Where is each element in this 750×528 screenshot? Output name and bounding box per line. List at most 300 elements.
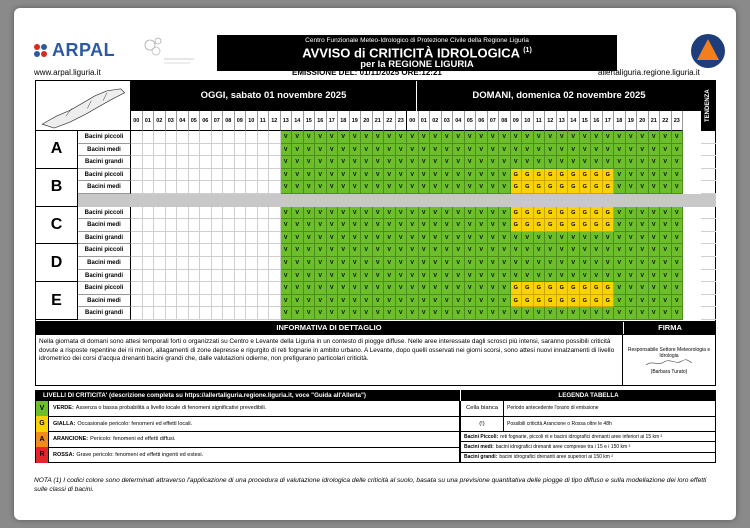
criticality-cell: V — [626, 207, 638, 220]
criticality-cell: V — [534, 257, 546, 270]
criticality-cell: V — [373, 270, 385, 283]
arpal-website-link[interactable]: www.arpal.liguria.it — [34, 68, 101, 77]
criticality-cell: V — [672, 144, 684, 157]
criticality-cell: V — [476, 307, 488, 320]
criticality-row — [131, 131, 683, 144]
criticality-cell: V — [407, 244, 419, 257]
criticality-cell: V — [626, 181, 638, 194]
grey-separator-row — [78, 194, 716, 207]
criticality-cell — [223, 144, 235, 157]
criticality-cell: V — [304, 144, 316, 157]
criticality-cell — [246, 156, 258, 169]
criticality-cell — [131, 244, 143, 257]
criticality-cell: V — [315, 169, 327, 182]
criticality-cell — [166, 270, 178, 283]
criticality-cell — [223, 219, 235, 232]
criticality-cell — [258, 270, 270, 283]
criticality-cell: G — [522, 295, 534, 308]
criticality-cell — [154, 156, 166, 169]
criticality-cell: V — [304, 257, 316, 270]
criticality-cell: V — [292, 232, 304, 245]
criticality-cell — [189, 244, 201, 257]
level-name: GIALLA: — [53, 420, 76, 427]
hour-label: 05 — [465, 111, 477, 131]
criticality-cell — [258, 181, 270, 194]
criticality-cell: V — [442, 282, 454, 295]
criticality-cell: V — [637, 270, 649, 283]
hour-label: 03 — [442, 111, 454, 131]
criticality-cell: V — [373, 295, 385, 308]
criticality-cell: V — [626, 307, 638, 320]
criticality-cell: V — [361, 232, 373, 245]
criticality-cell: V — [511, 307, 523, 320]
criticality-cell — [246, 144, 258, 157]
criticality-cell — [189, 307, 201, 320]
criticality-cell — [143, 169, 155, 182]
criticality-cell — [246, 169, 258, 182]
criticality-cell: V — [281, 307, 293, 320]
criticality-cell — [258, 307, 270, 320]
criticality-cell: V — [430, 270, 442, 283]
criticality-cell: V — [511, 131, 523, 144]
criticality-cell: V — [384, 295, 396, 308]
criticality-cell — [200, 169, 212, 182]
criticality-cell: V — [534, 144, 546, 157]
criticality-cell: V — [522, 232, 534, 245]
criticality-row — [131, 232, 683, 245]
criticality-cell: V — [350, 232, 362, 245]
criticality-cell: V — [407, 219, 419, 232]
criticality-cell: V — [327, 232, 339, 245]
criticality-cell: V — [361, 207, 373, 220]
level-row — [35, 401, 460, 417]
basin-label: Bacini medi — [78, 295, 131, 308]
criticality-cell: V — [649, 131, 661, 144]
criticality-cell: V — [637, 169, 649, 182]
criticality-cell: V — [614, 270, 626, 283]
criticality-cell — [258, 232, 270, 245]
criticality-cell: V — [419, 169, 431, 182]
criticality-cell — [269, 156, 281, 169]
criticality-cell: V — [338, 282, 350, 295]
criticality-cell — [143, 219, 155, 232]
criticality-cell: V — [488, 181, 500, 194]
criticality-cell: V — [350, 295, 362, 308]
criticality-cell — [269, 207, 281, 220]
criticality-cell: V — [476, 131, 488, 144]
criticality-cell: V — [488, 131, 500, 144]
criticality-cell: V — [373, 307, 385, 320]
criticality-cell: V — [603, 156, 615, 169]
levels-heading: LIVELLI DI CRITICITA' (descrizione completa su https://allertaliguria.regione.liguria.it, voce "Guida all'Allerta") — [35, 390, 460, 401]
criticality-cell: G — [534, 169, 546, 182]
criticality-cell: V — [637, 207, 649, 220]
criticality-cell: V — [419, 207, 431, 220]
criticality-cell — [212, 295, 224, 308]
criticality-cell: V — [488, 156, 500, 169]
criticality-cell — [258, 156, 270, 169]
criticality-cell: V — [430, 169, 442, 182]
criticality-cell: V — [442, 207, 454, 220]
hour-label: 23 — [396, 111, 408, 131]
criticality-cell: V — [499, 282, 511, 295]
criticality-cell — [269, 257, 281, 270]
criticality-cell — [246, 282, 258, 295]
criticality-cell — [154, 131, 166, 144]
criticality-cell: V — [499, 244, 511, 257]
hour-label: 07 — [212, 111, 224, 131]
criticality-cell: G — [557, 207, 569, 220]
criticality-cell — [131, 257, 143, 270]
level-name: VERDE: — [53, 405, 74, 412]
criticality-cell — [223, 207, 235, 220]
criticality-cell — [143, 131, 155, 144]
criticality-cell: V — [384, 207, 396, 220]
criticality-cell: V — [465, 270, 477, 283]
criticality-cell — [200, 181, 212, 194]
criticality-cell: V — [430, 144, 442, 157]
criticality-cell: V — [338, 156, 350, 169]
criticality-cell: V — [580, 144, 592, 157]
criticality-cell: V — [396, 257, 408, 270]
criticality-cell: V — [534, 156, 546, 169]
criticality-cell: V — [499, 169, 511, 182]
hour-label: 04 — [453, 111, 465, 131]
criticality-cell — [154, 232, 166, 245]
criticality-cell: V — [407, 169, 419, 182]
hour-label: 09 — [235, 111, 247, 131]
bulletin-title — [217, 44, 617, 60]
basin-label: Bacini piccoli — [78, 169, 131, 182]
criticality-cell — [258, 257, 270, 270]
criticality-cell: V — [591, 257, 603, 270]
criticality-cell: V — [465, 282, 477, 295]
criticality-cell: V — [568, 270, 580, 283]
criticality-cell — [177, 131, 189, 144]
criticality-cell — [258, 282, 270, 295]
criticality-cell: V — [453, 244, 465, 257]
hour-label: 07 — [488, 111, 500, 131]
tendenza-cell — [701, 131, 716, 144]
criticality-row — [131, 207, 683, 220]
criticality-row — [131, 169, 683, 182]
criticality-cell: G — [580, 169, 592, 182]
criticality-cell: V — [361, 144, 373, 157]
criticality-cell: V — [672, 244, 684, 257]
criticality-cell: V — [419, 131, 431, 144]
criticality-cell — [223, 181, 235, 194]
criticality-cell: V — [672, 156, 684, 169]
criticality-cell: V — [672, 307, 684, 320]
criticality-cell: V — [442, 270, 454, 283]
criticality-cell — [143, 307, 155, 320]
criticality-cell: V — [568, 244, 580, 257]
hour-label: 17 — [327, 111, 339, 131]
criticality-cell — [269, 295, 281, 308]
criticality-cell — [166, 257, 178, 270]
criticality-cell: V — [591, 307, 603, 320]
criticality-cell: G — [603, 181, 615, 194]
criticality-cell: V — [476, 181, 488, 194]
criticality-cell: G — [534, 207, 546, 220]
criticality-cell: V — [626, 219, 638, 232]
level-name: ARANCIONE: — [53, 436, 89, 443]
criticality-cell: V — [327, 169, 339, 182]
criticality-cell: G — [603, 282, 615, 295]
criticality-cell: G — [568, 282, 580, 295]
criticality-cell: V — [281, 156, 293, 169]
criticality-cell: V — [396, 307, 408, 320]
criticality-cell: V — [281, 169, 293, 182]
criticality-cell: V — [430, 131, 442, 144]
criticality-cell: V — [407, 207, 419, 220]
hour-label: 20 — [637, 111, 649, 131]
criticality-cell: V — [396, 131, 408, 144]
tendenza-cell — [701, 219, 716, 232]
criticality-cell: V — [442, 156, 454, 169]
criticality-cell: V — [499, 232, 511, 245]
criticality-cell: V — [350, 219, 362, 232]
criticality-cell: V — [672, 232, 684, 245]
criticality-cell — [212, 207, 224, 220]
criticality-cell — [212, 181, 224, 194]
criticality-cell: V — [522, 156, 534, 169]
level-name: ROSSA: — [53, 451, 75, 458]
hour-label: 06 — [200, 111, 212, 131]
criticality-cell: V — [304, 295, 316, 308]
criticality-cell: V — [511, 232, 523, 245]
criticality-cell: V — [465, 156, 477, 169]
criticality-cell: V — [465, 144, 477, 157]
criticality-cell — [223, 156, 235, 169]
criticality-cell: V — [603, 144, 615, 157]
criticality-cell: V — [315, 131, 327, 144]
criticality-cell: V — [407, 232, 419, 245]
hour-label: 06 — [476, 111, 488, 131]
criticality-cell: V — [649, 257, 661, 270]
criticality-cell: V — [649, 144, 661, 157]
criticality-cell: V — [591, 131, 603, 144]
region-logo-icon — [138, 33, 198, 73]
criticality-cell — [154, 219, 166, 232]
criticality-cell: G — [603, 207, 615, 220]
tendenza-cell — [701, 307, 716, 320]
level-description: Assenza o bassa probabilità a livello locale di fenomeni significativi prevedibili. — [75, 405, 267, 412]
criticality-cell — [143, 270, 155, 283]
criticality-cell: V — [660, 270, 672, 283]
criticality-cell: V — [453, 257, 465, 270]
criticality-cell: V — [557, 270, 569, 283]
criticality-cell: V — [545, 307, 557, 320]
criticality-cell: V — [407, 156, 419, 169]
criticality-cell — [235, 244, 247, 257]
criticality-cell: V — [626, 244, 638, 257]
criticality-cell: V — [453, 270, 465, 283]
criticality-cell: V — [488, 295, 500, 308]
hour-header-row — [131, 111, 683, 131]
criticality-cell — [200, 270, 212, 283]
criticality-cell — [131, 295, 143, 308]
criticality-cell: V — [315, 295, 327, 308]
criticality-cell — [189, 295, 201, 308]
criticality-cell: V — [534, 232, 546, 245]
criticality-row — [131, 244, 683, 257]
criticality-cell — [258, 295, 270, 308]
criticality-cell: V — [476, 144, 488, 157]
criticality-cell: G — [511, 295, 523, 308]
criticality-cell: V — [442, 232, 454, 245]
criticality-cell: V — [568, 131, 580, 144]
criticality-cell: V — [419, 307, 431, 320]
level-swatch: A — [36, 432, 49, 448]
level-description: Pericolo: fenomeni ed effetti diffusi. — [90, 436, 176, 443]
criticality-cell: V — [419, 282, 431, 295]
criticality-cell: V — [327, 131, 339, 144]
criticality-cell: V — [580, 307, 592, 320]
criticality-cell: V — [522, 244, 534, 257]
criticality-cell — [235, 307, 247, 320]
criticality-cell: V — [649, 207, 661, 220]
hour-label: 14 — [292, 111, 304, 131]
criticality-cell: V — [557, 131, 569, 144]
criticality-cell: V — [649, 244, 661, 257]
criticality-cell: V — [361, 307, 373, 320]
tendenza-cell — [701, 207, 716, 220]
criticality-cell: V — [396, 270, 408, 283]
criticality-cell: G — [511, 207, 523, 220]
today-header: OGGI, sabato 01 novembre 2025 — [131, 81, 416, 111]
liguria-zone-map-icon — [36, 81, 131, 131]
criticality-cell: V — [304, 156, 316, 169]
criticality-cell: V — [557, 307, 569, 320]
criticality-cell: V — [315, 270, 327, 283]
criticality-cell: V — [442, 257, 454, 270]
signatory-role: Responsabile Settore Meteorologia e Idrologia — [627, 347, 711, 359]
criticality-cell — [166, 307, 178, 320]
hour-label: 01 — [143, 111, 155, 131]
criticality-cell — [269, 131, 281, 144]
criticality-cell: V — [327, 156, 339, 169]
criticality-cell: V — [430, 207, 442, 220]
legend-key: (!) — [461, 417, 504, 432]
criticality-cell: V — [465, 169, 477, 182]
criticality-cell — [189, 156, 201, 169]
criticality-cell: V — [626, 270, 638, 283]
criticality-cell: V — [315, 232, 327, 245]
criticality-cell: V — [660, 131, 672, 144]
basin-label: Bacini piccoli — [78, 131, 131, 144]
criticality-cell — [189, 131, 201, 144]
criticality-cell — [166, 207, 178, 220]
arpal-logo-text: ARPAL — [52, 40, 116, 60]
criticality-cell — [177, 232, 189, 245]
criticality-cell: V — [545, 131, 557, 144]
criticality-cell: V — [545, 232, 557, 245]
criticality-cell — [154, 257, 166, 270]
criticality-cell: V — [476, 244, 488, 257]
criticality-cell: V — [534, 270, 546, 283]
criticality-cell: V — [637, 282, 649, 295]
criticality-cell — [212, 307, 224, 320]
criticality-cell: V — [338, 219, 350, 232]
level-description: Grave pericolo: fenomeni ed effetti ingenti ed estesi. — [76, 451, 204, 458]
criticality-cell — [154, 282, 166, 295]
criticality-cell: V — [453, 307, 465, 320]
criticality-cell: V — [350, 169, 362, 182]
criticality-cell: V — [453, 282, 465, 295]
criticality-cell: V — [603, 131, 615, 144]
criticality-row — [131, 270, 683, 283]
criticality-cell: V — [327, 257, 339, 270]
criticality-cell: V — [281, 131, 293, 144]
criticality-cell: V — [304, 219, 316, 232]
criticality-cell — [235, 257, 247, 270]
criticality-cell: V — [511, 144, 523, 157]
criticality-cell: V — [384, 156, 396, 169]
legend-heading: LEGENDA TABELLA — [460, 390, 716, 401]
allerta-website-link[interactable]: allertaliguria.regione.liguria.it — [598, 68, 700, 77]
criticality-cell: V — [580, 131, 592, 144]
criticality-cell — [143, 282, 155, 295]
basin-label: Bacini grandi — [78, 307, 131, 320]
hour-label: 19 — [350, 111, 362, 131]
criticality-cell: G — [603, 219, 615, 232]
basin-label: Bacini piccoli — [78, 282, 131, 295]
criticality-cell: V — [488, 169, 500, 182]
criticality-cell: G — [511, 181, 523, 194]
criticality-cell: V — [522, 144, 534, 157]
criticality-cell: V — [580, 156, 592, 169]
criticality-cell: V — [626, 257, 638, 270]
criticality-cell: V — [580, 257, 592, 270]
criticality-row — [131, 282, 683, 295]
criticality-cell: V — [499, 131, 511, 144]
criticality-cell: G — [568, 169, 580, 182]
criticality-cell: V — [430, 257, 442, 270]
criticality-cell: V — [591, 270, 603, 283]
criticality-cell: V — [281, 144, 293, 157]
criticality-cell — [235, 282, 247, 295]
criticality-cell: V — [580, 244, 592, 257]
criticality-cell: V — [373, 169, 385, 182]
criticality-cell: V — [292, 244, 304, 257]
criticality-cell: G — [568, 219, 580, 232]
criticality-cell: V — [465, 307, 477, 320]
hour-label: 10 — [246, 111, 258, 131]
centre-name: Centro Funzionale Meteo-Idrologico di Protezione Civile della Regione Liguria — [305, 37, 529, 44]
criticality-cell — [177, 144, 189, 157]
criticality-cell: V — [430, 232, 442, 245]
criticality-cell: V — [672, 257, 684, 270]
criticality-cell: V — [315, 181, 327, 194]
criticality-cell: V — [327, 207, 339, 220]
criticality-cell — [177, 156, 189, 169]
criticality-cell — [166, 244, 178, 257]
criticality-cell — [223, 282, 235, 295]
criticality-cell: G — [557, 219, 569, 232]
criticality-cell: V — [476, 295, 488, 308]
criticality-cell: V — [442, 219, 454, 232]
criticality-cell: V — [672, 219, 684, 232]
criticality-cell: G — [522, 207, 534, 220]
criticality-cell: V — [522, 307, 534, 320]
criticality-cell: V — [350, 244, 362, 257]
hour-label: 21 — [373, 111, 385, 131]
basin-label: Bacini piccoli — [78, 207, 131, 220]
criticality-cell: V — [442, 131, 454, 144]
criticality-cell: V — [476, 156, 488, 169]
criticality-cell — [246, 219, 258, 232]
